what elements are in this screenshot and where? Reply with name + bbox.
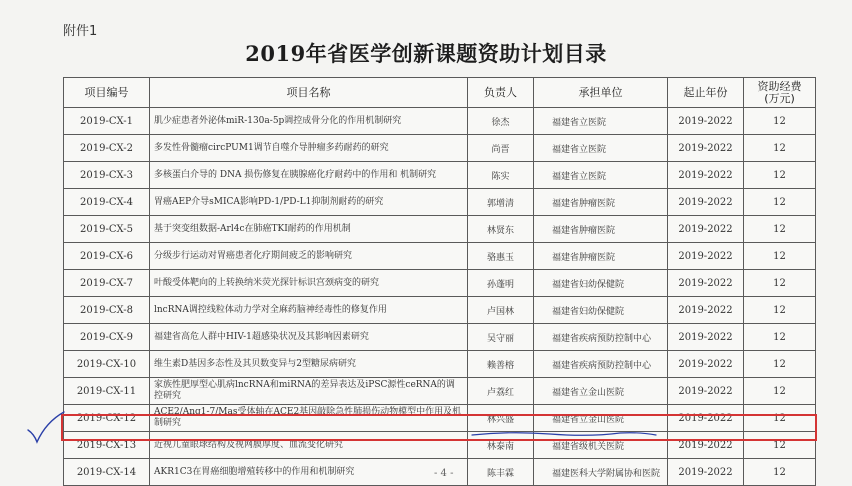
- cell-years: 2019-2022: [668, 270, 744, 297]
- table-row-highlighted: [64, 432, 816, 459]
- table-row: [64, 189, 816, 216]
- table-row: [64, 324, 816, 351]
- cell-years: 2019-2022: [668, 405, 744, 432]
- cell-unit: 福建医科大学附属协和医院: [534, 459, 668, 486]
- table-header-row: [64, 78, 816, 108]
- cell-person: 林泰南: [468, 432, 534, 459]
- cell-person: 陈实: [468, 162, 534, 189]
- cell-unit: 福建省立医院: [534, 108, 668, 135]
- cell-code: 2019-CX-9: [64, 324, 150, 351]
- header-name: 项目名称: [150, 78, 468, 108]
- cell-code: 2019-CX-2: [64, 135, 150, 162]
- header-code: 项目编号: [64, 78, 150, 108]
- cell-code: 2019-CX-8: [64, 297, 150, 324]
- cell-name: 福建省高危人群中HIV-1超感染状况及其影响因素研究: [150, 324, 468, 351]
- cell-unit: 福建省立医院: [534, 135, 668, 162]
- cell-person: 赖善榕: [468, 351, 534, 378]
- cell-years: 2019-2022: [668, 459, 744, 486]
- cell-person: 卢荔红: [468, 378, 534, 405]
- table-row: [64, 135, 816, 162]
- cell-unit: 福建省疾病预防控制中心: [534, 324, 668, 351]
- cell-code: 2019-CX-10: [64, 351, 150, 378]
- cell-years: 2019-2022: [668, 297, 744, 324]
- cell-person: 陈丰霖: [468, 459, 534, 486]
- cell-code: 2019-CX-14: [64, 459, 150, 486]
- cell-unit: 福建省立金山医院: [534, 405, 668, 432]
- cell-unit: 福建省肿瘤医院: [534, 216, 668, 243]
- header-fund-line2: (万元): [764, 91, 795, 105]
- header-fund: [744, 78, 816, 108]
- cell-years: 2019-2022: [668, 162, 744, 189]
- cell-fund: 12: [744, 297, 816, 324]
- cell-person: 孙蓬明: [468, 270, 534, 297]
- cell-name: 叶酸受体靶向的上转换纳米荧光探针标识宫颈病变的研究: [150, 270, 468, 297]
- cell-name: 分级步行运动对胃癌患者化疗期间疲乏的影响研究: [150, 243, 468, 270]
- cell-code: 2019-CX-13: [64, 432, 150, 459]
- cell-fund: 12: [744, 135, 816, 162]
- table-row: [64, 243, 816, 270]
- cell-name: 肌少症患者外泌体miR-130a-5p调控成骨分化的作用机制研究: [150, 108, 468, 135]
- cell-fund: 12: [744, 378, 816, 405]
- cell-fund: 12: [744, 324, 816, 351]
- cell-years: 2019-2022: [668, 243, 744, 270]
- cell-years: 2019-2022: [668, 108, 744, 135]
- cell-fund: 12: [744, 108, 816, 135]
- cell-code: 2019-CX-4: [64, 189, 150, 216]
- cell-code: 2019-CX-3: [64, 162, 150, 189]
- cell-code: 2019-CX-1: [64, 108, 150, 135]
- cell-name: 近视儿童眼球结构及视网膜厚度、血流变化研究: [150, 432, 468, 459]
- cell-code: 2019-CX-7: [64, 270, 150, 297]
- cell-unit: 福建省级机关医院: [534, 432, 668, 459]
- ink-underline-icon: [470, 429, 660, 441]
- cell-years: 2019-2022: [668, 432, 744, 459]
- cell-name: lncRNA调控线粒体动力学对全麻药脑神经毒性的修复作用: [150, 297, 468, 324]
- header-unit: 承担单位: [534, 78, 668, 108]
- cell-unit: 福建省肿瘤医院: [534, 189, 668, 216]
- table-row: [64, 270, 816, 297]
- table-row: [64, 351, 816, 378]
- table-row: [64, 162, 816, 189]
- cell-years: 2019-2022: [668, 216, 744, 243]
- cell-name: ACE2/Ang1-7/Mas受体轴在ACE2基因敲除急性肺损伤动物模型中作用及机制研究: [150, 405, 468, 432]
- cell-fund: 12: [744, 270, 816, 297]
- cell-code: 2019-CX-5: [64, 216, 150, 243]
- checkmark-icon: [26, 410, 66, 446]
- cell-person: 林兴盛: [468, 405, 534, 432]
- cell-fund: 12: [744, 243, 816, 270]
- cell-name: 家族性肥厚型心肌病lncRNA和miRNA的差异表达及iPSC源性ceRNA的调控研究: [150, 378, 468, 405]
- cell-fund: 12: [744, 216, 816, 243]
- cell-fund: 12: [744, 432, 816, 459]
- cell-name: 多发性骨髓瘤circPUM1调节自噬介导肿瘤多药耐药的研究: [150, 135, 468, 162]
- cell-fund: 12: [744, 162, 816, 189]
- cell-name: 基于突变组数据-Arl4c在肺癌TKI耐药的作用机制: [150, 216, 468, 243]
- cell-unit: 福建省肿瘤医院: [534, 243, 668, 270]
- cell-name: 胃癌AEP介导sMICA影响PD-1/PD-L1抑制剂耐药的研究: [150, 189, 468, 216]
- table-row: [64, 297, 816, 324]
- cell-person: 尚晋: [468, 135, 534, 162]
- cell-unit: 福建省疾病预防控制中心: [534, 351, 668, 378]
- cell-code: 2019-CX-12: [64, 405, 150, 432]
- page-number: - 4 -: [434, 468, 454, 479]
- header-years: 起止年份: [668, 78, 744, 108]
- cell-person: 吴守丽: [468, 324, 534, 351]
- table-row: [64, 216, 816, 243]
- cell-person: 郭增清: [468, 189, 534, 216]
- cell-name: 维生素D基因多态性及其贝数变异与2型糖尿病研究: [150, 351, 468, 378]
- table-row: [64, 378, 816, 405]
- cell-unit: 福建省妇幼保健院: [534, 297, 668, 324]
- cell-name: AKR1C3在胃癌细胞增殖转移中的作用和机制研究: [150, 459, 468, 486]
- cell-unit: 福建省立金山医院: [534, 378, 668, 405]
- header-person: 负责人: [468, 78, 534, 108]
- cell-years: 2019-2022: [668, 378, 744, 405]
- cell-fund: 12: [744, 405, 816, 432]
- funding-table: [63, 77, 816, 486]
- cell-person: 骆惠玉: [468, 243, 534, 270]
- cell-years: 2019-2022: [668, 189, 744, 216]
- cell-unit: 福建省妇幼保健院: [534, 270, 668, 297]
- header-fund-line1: 资助经费: [757, 79, 802, 93]
- cell-person: 卢国林: [468, 297, 534, 324]
- cell-person: 林贤东: [468, 216, 534, 243]
- table-row: [64, 405, 816, 432]
- cell-code: 2019-CX-6: [64, 243, 150, 270]
- cell-name: 多核蛋白介导的 DNA 损伤修复在胰腺癌化疗耐药中的作用和 机制研究: [150, 162, 468, 189]
- cell-unit: 福建省立医院: [534, 162, 668, 189]
- cell-fund: 12: [744, 459, 816, 486]
- cell-person: 徐杰: [468, 108, 534, 135]
- cell-years: 2019-2022: [668, 324, 744, 351]
- cell-code: 2019-CX-11: [64, 378, 150, 405]
- page-title: 2019年省医学创新课题资助计划目录: [245, 41, 607, 66]
- cell-fund: 12: [744, 351, 816, 378]
- table-row: [64, 108, 816, 135]
- attachment-label: 附件1: [63, 24, 98, 39]
- cell-years: 2019-2022: [668, 351, 744, 378]
- cell-fund: 12: [744, 189, 816, 216]
- cell-years: 2019-2022: [668, 135, 744, 162]
